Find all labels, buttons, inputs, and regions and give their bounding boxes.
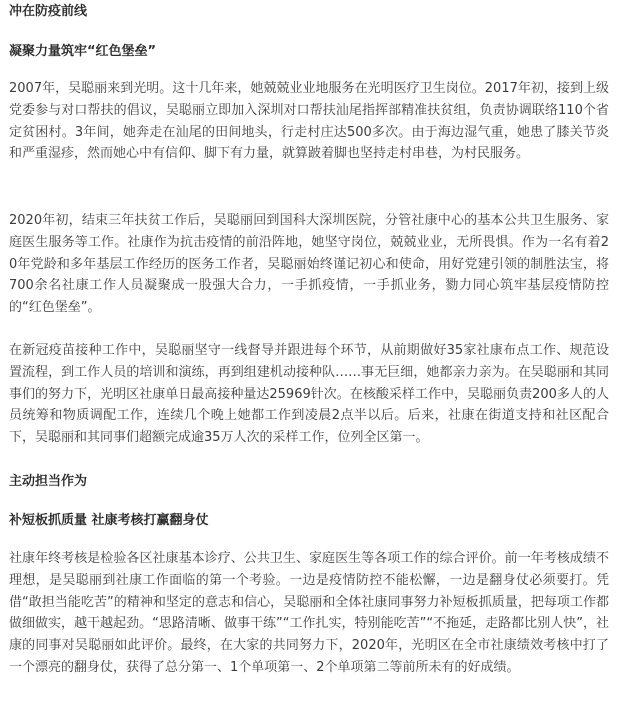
section-title: 冲在防疫前线 — [9, 4, 88, 19]
paragraph: 在新冠疫苗接种工作中，吴聪丽坚守一线督导并跟进每个环节，从前期做好35家社康布点工作、规范设置流程，到工作人员的培训和演练，再到组建机动接种队……事无巨细，她都亲力亲为。在吴聪丽和其同事们的努力下，光明区社康单日最高接种量达25969针次。在核酸采样工作中，吴聪丽负责200多人的人员统筹和物质调配工作，连续几个晚上她都工作到凌晨2点半以后。后来，社康在街道支持和社区配合下，吴聪丽和其同事们超额完成逾35万人次的采样工作，位列全区第一。 — [9, 343, 609, 446]
paragraph: 社康年终考核是检验各区社康基本诊疗、公共卫生、家庭医生等各项工作的综合评价。前一年考核成绩不理想，是吴聪丽到社康工作面临的第一个考验。一边是疫情防控不能松懈，一边是翻身仗必须要打。凭借“敢担当能吃苦”的精神和坚定的意志和信心，吴聪丽和全体社康同事努力补短板抓质量，把每项工作都做细做实，越干越起劲。“思路清晰、做事干练”“工作扎实，特别能吃苦”“不拖延，走路都比别人快”，社康的同事对吴聪丽如此评价。最终，在大家的共同努力下，2020年，光明区在全市社康绩效考核中打了一个漂亮的翻身仗，获得了总分第一、1个单项第一、2个单项第二等前所未有的好成绩。 — [9, 551, 609, 675]
section-title: 主动担当作为 — [9, 474, 88, 489]
paragraph: 2007年，吴聪丽来到光明。这十几年来，她兢兢业业地服务在光明医疗卫生岗位。2017年初，接到上级党委参与对口帮扶的倡议，吴聪丽立即加入深圳对口帮扶汕尾指挥部精准扶贫组，负责协调联络110个省定贫困村。3年间，她奔走在汕尾的田间地头，行走村庄达500多次。由于海边湿气重，她患了膝关节炎和严重湿疹，然而她心中有信仰、脚下有力量，就算跛着脚也坚持走村串巷，为村民服务。 — [9, 81, 609, 162]
section-subtitle: 凝聚力量筑牢“红色堡垒” — [9, 44, 157, 59]
paragraph: 2020年初，结束三年扶贫工作后，吴聪丽回到国科大深圳医院，分管社康中心的基本公共卫生服务、家庭医生服务等工作。社康作为抗击疫情的前沿阵地，她坚守岗位，兢兢业业，无所畏惧。作为一名有着20年党龄和多年基层工作经历的医务工作者，吴聪丽始终谨记初心和使命，用好党建引领的制胜法宝，将700余名社康工作人员凝聚成一股强大合力，一手抓疫情，一手抓业务，勠力同心筑牢基层疫情防控的“红色堡垒”。 — [9, 213, 609, 316]
section-subtitle: 补短板抓质量 社康考核打赢翻身仗 — [9, 513, 209, 528]
